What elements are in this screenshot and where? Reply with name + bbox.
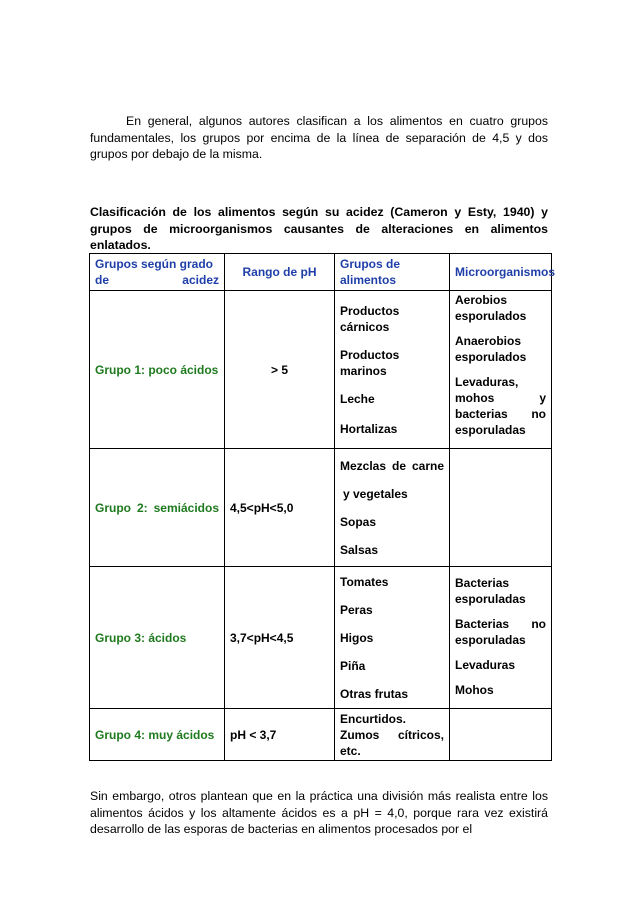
intro-paragraph: En general, algunos autores clasifican a los alimentos en cuatro grupos fundamentales, los grupos por encima de la línea de separación de 4,5 y dos grupos por debajo de la misma. [90, 114, 548, 162]
micro-item: Aerobios esporulados [455, 293, 527, 323]
header-micro: Microorganismos [450, 254, 552, 291]
micro-item: Bacterias esporuladas [455, 576, 526, 606]
foods-cell [335, 709, 450, 761]
table-row [90, 291, 552, 449]
closing-paragraph: Sin embargo, otros plantean que en la práctica una división más realista entre los alimentos ácidos y los altamente ácidos es a pH = 4,0, porque rara vez existirá desarrollo de las esporas de bacterias en alimentos procesados por el [90, 789, 548, 837]
foods-cell [335, 567, 450, 709]
food-item: Higos [340, 630, 374, 645]
micro-cell-empty [450, 709, 552, 761]
table-header-row [90, 254, 552, 291]
table-row [90, 449, 552, 567]
food-item: Hortalizas [340, 421, 398, 436]
food-item: Leche [340, 391, 375, 406]
food-item: Salsas [340, 542, 379, 557]
food-item: Otras frutas [340, 686, 409, 701]
header-grupos: Grupos según grado de acidez [90, 254, 225, 291]
foods-cell [335, 449, 450, 567]
micro-cell-empty [450, 449, 552, 567]
food-item: Peras [340, 602, 373, 617]
table-heading: Clasificación de los alimentos según su acidez (Cameron y Esty, 1940) y grupos de microorganismos causantes de alteraciones en alimentos enlatados. [90, 205, 548, 253]
table-row [90, 709, 552, 761]
group-cell: Grupo 1: poco ácidos [90, 291, 225, 449]
group-cell: Grupo 4: muy ácidos [90, 709, 225, 761]
ph-cell: 4,5<pH<5,0 [225, 449, 335, 567]
food-item: Encurtidos. [340, 711, 407, 726]
header-alimentos: Grupos de alimentos [335, 254, 450, 291]
micro-item: Mohos [455, 683, 494, 697]
food-item: Sopas [340, 514, 377, 529]
food-item: Mezclas de carne [340, 458, 444, 473]
table-row [90, 567, 552, 709]
foods-cell [335, 291, 450, 449]
food-item: y vegetales [343, 486, 408, 501]
acidity-table [89, 253, 556, 761]
micro-cell [450, 567, 552, 709]
ph-cell: pH < 3,7 [225, 709, 335, 761]
food-item: Productos cárnicos [340, 303, 400, 334]
ph-cell: 3,7<pH<4,5 [225, 567, 335, 709]
micro-item: Anaerobios esporulados [455, 334, 527, 364]
ph-cell: > 5 [225, 291, 335, 449]
food-item: Zumos cítricos, etc. [340, 727, 444, 758]
food-item: Piña [340, 658, 366, 673]
header-ph: Rango de pH [225, 254, 335, 291]
micro-cell [450, 291, 552, 449]
micro-item: Levaduras [455, 658, 516, 672]
micro-item: Levaduras, mohos y bacterias no esporuladas [455, 375, 546, 437]
food-item: Productos marinos [340, 347, 400, 378]
food-item: Tomates [340, 574, 389, 589]
group-cell: Grupo 3: ácidos [90, 567, 225, 709]
group-cell: Grupo 2: semiácidos [90, 449, 225, 567]
micro-item: Bacterias no esporuladas [455, 617, 546, 647]
